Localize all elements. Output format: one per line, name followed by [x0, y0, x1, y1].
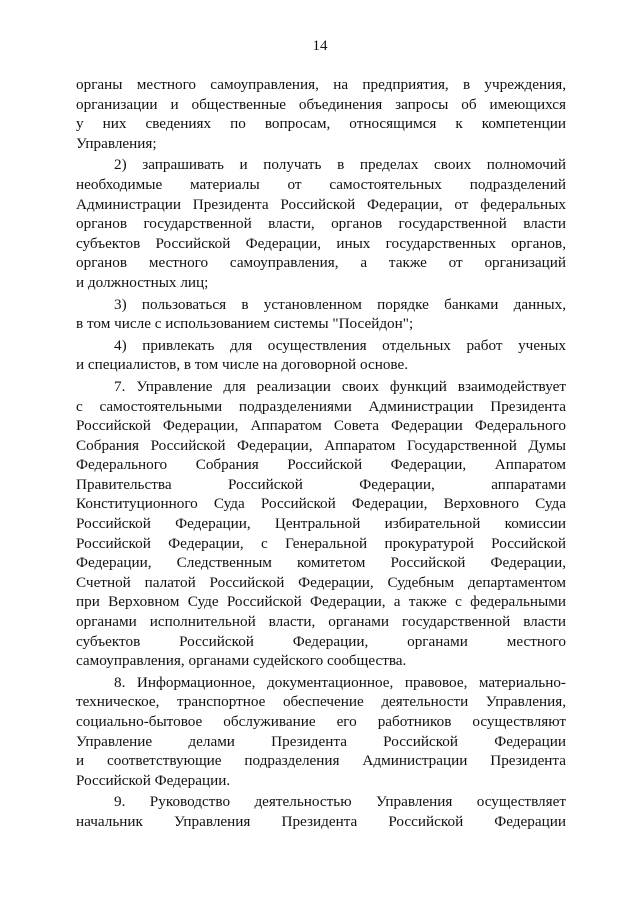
- text-line: социально-бытовое обслуживание его работников осуществляют: [76, 713, 566, 730]
- text-line: органами исполнительной власти, органами государственной власти: [76, 613, 566, 631]
- text-line: органов местного самоуправления, а также от организаций: [76, 254, 566, 272]
- text-line: и специалистов, в том числе на договорной основе.: [76, 356, 409, 374]
- text-line: у них сведениях по вопросам, относящимся к компетенции: [76, 115, 566, 133]
- text-line: Управления;: [76, 134, 157, 152]
- paragraph: [76, 155, 566, 292]
- paragraph: [76, 295, 566, 334]
- text-line: в том числе с использованием системы "Посейдон";: [76, 315, 414, 333]
- paragraph: [76, 673, 566, 791]
- text-line: субъектов Российской Федерации, иных государственных органов,: [76, 234, 566, 252]
- text-line: Счетной палатой Российской Федерации, Судебным департаментом: [76, 573, 566, 591]
- document-body: [76, 75, 566, 834]
- paragraph: [76, 75, 566, 153]
- text-line: Российской Федерации.: [76, 771, 231, 789]
- text-line: с самостоятельными подразделениями Администрации Президента: [76, 397, 566, 415]
- text-line: необходимые материалы от самостоятельных подразделений: [76, 175, 566, 193]
- text-line: организации и общественные объединения запросы об имеющихся: [76, 95, 566, 113]
- text-line: техническое, транспортное обеспечение деятельности Управления,: [76, 693, 566, 711]
- text-line: органы местного самоуправления, на предприятия, в учреждения,: [76, 76, 566, 93]
- text-line: Российской Федерации, Центральной избирательной комиссии: [76, 515, 566, 533]
- text-line: Конституционного Суда Российской Федерации, Верховного Суда: [76, 495, 566, 513]
- text-line: 2) запрашивать и получать в пределах своих полномочий: [114, 156, 566, 174]
- text-line: субъектов Российской Федерации, органами местного: [76, 632, 566, 650]
- paragraph: [76, 792, 566, 831]
- text-line: 4) привлекать для осуществления отдельных работ ученых: [114, 336, 566, 354]
- text-line: и должностных лиц;: [76, 273, 209, 291]
- text-line: Российской Федерации, с Генеральной прокуратурой Российской: [76, 534, 566, 552]
- text-line: Администрации Президента Российской Федерации, от федеральных: [76, 195, 566, 213]
- text-line: самоуправления, органами судейского сообщества.: [76, 652, 407, 670]
- text-line: Правительства Российской Федерации, аппаратами: [76, 475, 566, 493]
- text-line: начальник Управления Президента Российской Федерации: [76, 812, 566, 830]
- text-line: и соответствующие подразделения Администрации Президента: [76, 752, 566, 770]
- paragraph: [76, 377, 566, 671]
- text-line: Федерации, Следственным комитетом Российской Федерации,: [76, 554, 566, 572]
- page-number: 14: [312, 38, 328, 54]
- text-line: 3) пользоваться в установленном порядке банками данных,: [114, 295, 566, 313]
- text-line: Федерального Собрания Российской Федерации, Аппаратом: [76, 456, 566, 474]
- text-line: 8. Информационное, документационное, правовое, материально-: [114, 673, 566, 691]
- text-line: органов государственной власти, органов государственной власти: [76, 215, 566, 233]
- text-line: Собрания Российской Федерации, Аппаратом Государственной Думы: [76, 436, 566, 454]
- text-line: Российской Федерации, Аппаратом Совета Федерации Федерального: [76, 417, 566, 435]
- text-line: Управление делами Президента Российской Федерации: [76, 732, 566, 750]
- text-line: при Верховном Суде Российской Федерации, а также с федеральными: [76, 593, 566, 611]
- text-line: 7. Управление для реализации своих функций взаимодействует: [114, 377, 566, 395]
- paragraph: [76, 336, 566, 375]
- text-line: 9. Руководство деятельностью Управления осуществляет: [114, 793, 566, 811]
